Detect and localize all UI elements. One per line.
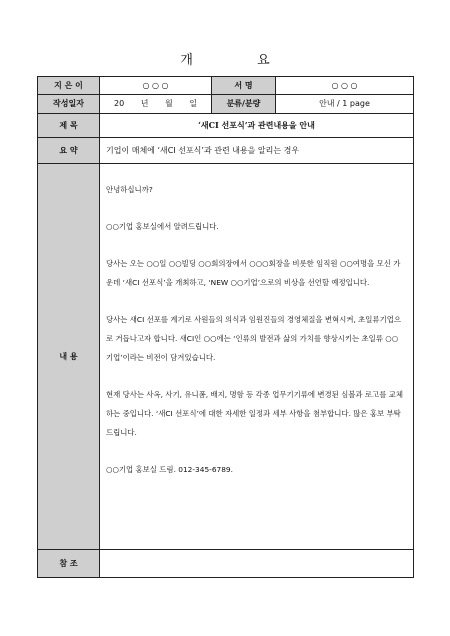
document-title: 개 요 bbox=[180, 53, 300, 68]
subject-label: 제 목 bbox=[38, 113, 100, 137]
subject-row bbox=[38, 113, 414, 137]
content-body[interactable] bbox=[100, 164, 414, 549]
content-intro: ○○기업 홍보실에서 알려드립니다. bbox=[106, 222, 219, 232]
reference-row bbox=[38, 549, 414, 577]
summary-label: 요 약 bbox=[38, 137, 100, 163]
signature-label: 서 명 bbox=[212, 77, 276, 95]
date-row bbox=[38, 95, 414, 113]
category-label: 분류/분량 bbox=[212, 95, 276, 113]
reference-value[interactable] bbox=[100, 549, 414, 577]
summary-row bbox=[38, 137, 414, 163]
content-paragraph-replacement: 현재 당사는 사옥, 사기, 유니폼, 배지, 명함 등 각종 업무기기류에 변경된 심볼과 로고를 교체하는 중입니다. ‘새CI 선포식’에 대한 자세한 일정과 세부 사항을 첨부합니다. 많은 홍보 부탁드립니다. bbox=[106, 390, 403, 438]
content-row bbox=[38, 164, 414, 549]
author-value[interactable]: ○ ○ ○ bbox=[100, 77, 212, 95]
content-label: 내 용 bbox=[38, 164, 100, 549]
category-value[interactable]: 안내 / 1 page bbox=[276, 95, 414, 113]
signature-value[interactable]: ○ ○ ○ bbox=[276, 77, 414, 95]
subject-value[interactable]: ‘새CI 선포식’과 관련내용을 안내 bbox=[100, 113, 414, 137]
author-label: 지 은 이 bbox=[38, 77, 100, 95]
overview-form-table bbox=[37, 76, 414, 578]
date-label: 작성일자 bbox=[38, 95, 100, 113]
summary-value[interactable]: 기업이 매체에 ‘새CI 선포식’과 관련 내용을 알리는 경우 bbox=[100, 137, 414, 163]
content-paragraph-vision: 당사는 새CI 선포를 계기로 사원들의 의식과 임원진들의 경영체질을 변혁시켜, 초일류기업으로 거듭나고자 합니다. 새CI인 ○○에는 ‘인류의 발전과 삶의 가치를 향상시키는 초일류 ○○기업’이라는 비전이 담겨있습니다. bbox=[106, 315, 401, 363]
content-greeting: 안녕하십니까? bbox=[106, 185, 153, 195]
author-row bbox=[38, 77, 414, 95]
content-signoff: ○○기업 홍보실 드림. 012-345-6789. bbox=[106, 465, 233, 475]
content-paragraph-ceremony: 당사는 오는 ○○일 ○○빌딩 ○○회의장에서 ○○○회장을 비롯한 임직원 ○○여명을 모신 가운데 ‘새CI 선포식’을 개최하고, ‘NEW ○○기업’으로의 비상을 선언할 예정입니다. bbox=[106, 259, 401, 288]
date-value[interactable]: 20 년 월 일 bbox=[100, 95, 212, 113]
reference-label: 참 조 bbox=[38, 549, 100, 577]
